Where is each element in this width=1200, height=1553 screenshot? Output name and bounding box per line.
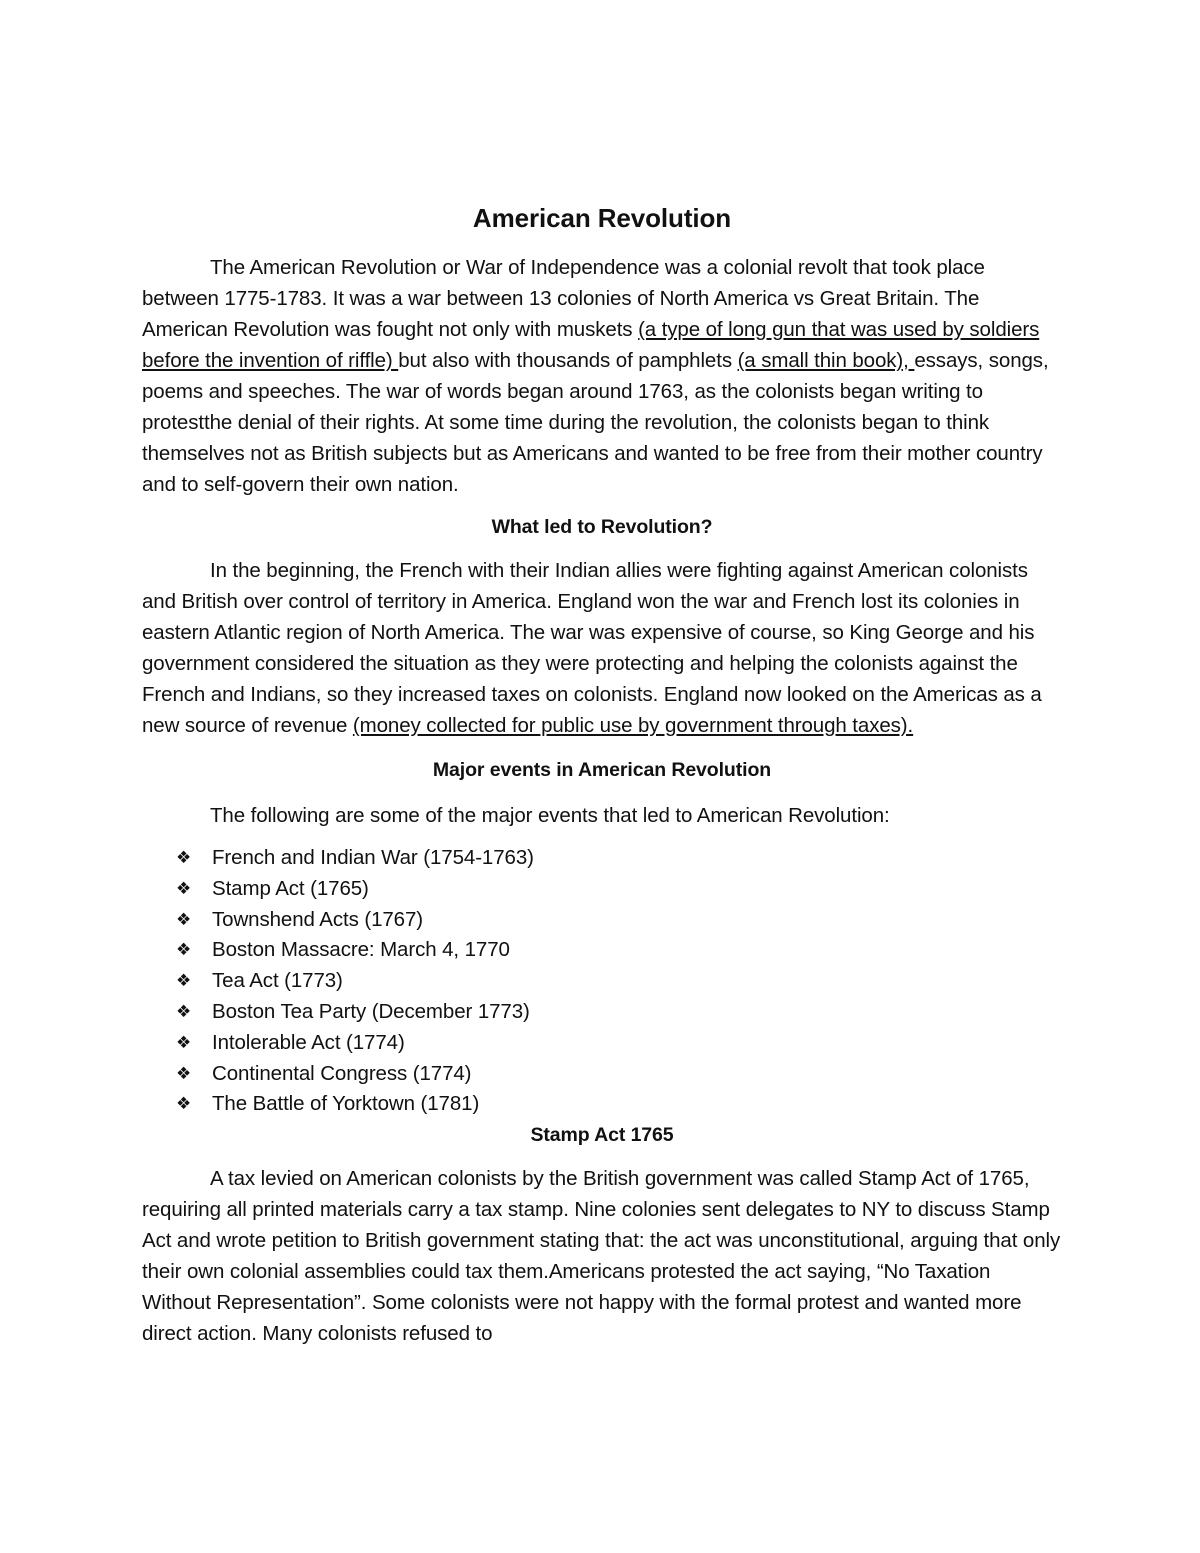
diamond-bullet-icon: ❖ xyxy=(176,909,192,929)
revenue-definition: (money collected for public use by government through taxes). xyxy=(352,714,914,737)
diamond-bullet-icon: ❖ xyxy=(176,940,192,960)
diamond-bullet-icon: ❖ xyxy=(176,878,192,898)
major-events-list xyxy=(142,843,1062,1120)
heading-what-led: What led to Revolution? xyxy=(491,516,713,538)
heading-major-events: Major events in American Revolution xyxy=(432,759,772,781)
what-led-paragraph xyxy=(142,555,1062,741)
diamond-bullet-icon: ❖ xyxy=(176,848,192,867)
list-item: ❖ Intolerable Act (1774) xyxy=(176,1028,1062,1059)
diamond-bullet-icon: ❖ xyxy=(176,1094,192,1114)
diamond-bullet-icon: ❖ xyxy=(176,971,192,991)
diamond-bullet-icon: ❖ xyxy=(176,1063,192,1083)
list-item: ❖ Townshend Acts (1767) xyxy=(176,905,1062,936)
what-led-text: In the beginning, the French with their Indian allies were fighting against American colonists and British over control of territory in America. England won the war and French lost its colonies in eastern Atlantic region of North America. The war was expensive of course, so King George and his government considered the situation as they were protecting and helping the colonists against the French and Indians, so they increased taxes on colonists. England now looked on the Americas as a new source of revenue xyxy=(142,559,1042,737)
intro-paragraph xyxy=(142,252,1062,500)
pamphlet-definition: (a small thin book), xyxy=(737,349,915,372)
list-item: ❖ Tea Act (1773) xyxy=(176,966,1062,997)
intro-text-3: essays, songs, poems and speeches. The war of words began around 1763, as the colonists began writing to protestthe denial of their rights. At some time during the revolution, the colonists began to think themselves not as British subjects but as Americans and wanted to be free from their mother country and to self-govern their own nation. xyxy=(142,349,1049,496)
intro-text-2: but also with thousands of pamphlets xyxy=(398,349,738,372)
list-item: ❖ Stamp Act (1765) xyxy=(176,874,1062,905)
document-title: American Revolution xyxy=(472,203,732,233)
list-item: ❖ French and Indian War (1754-1763) xyxy=(176,843,1062,874)
diamond-bullet-icon: ❖ xyxy=(176,1001,192,1021)
list-item: ❖ The Battle of Yorktown (1781) xyxy=(176,1089,1062,1120)
list-item: ❖ Boston Massacre: March 4, 1770 xyxy=(176,935,1062,966)
heading-stamp-act: Stamp Act 1765 xyxy=(530,1124,674,1147)
intro-text-1: The American Revolution or War of Independence was a colonial revolt that took place between 1775-1783. It was a war between 13 colonies of North America vs Great Britain. The American Revolution was fought not only with muskets xyxy=(142,256,985,341)
list-item: ❖ Boston Tea Party (December 1773) xyxy=(176,997,1062,1028)
list-item: ❖ Continental Congress (1774) xyxy=(176,1059,1062,1090)
diamond-bullet-icon: ❖ xyxy=(176,1032,192,1052)
stamp-act-paragraph: A tax levied on American colonists by the British government was called Stamp Act of 1765, requiring all printed materials carry a tax stamp. Nine colonies sent delegates to NY to discuss Stamp Act and wrote petition to British government stating that: the act was unconstitutional, arguing that only their own colonial assemblies could tax them.Americans protested the act saying, “No Taxation Without Representation”. Some colonists were not happy with the formal protest and wanted more direct action. Many colonists refused to xyxy=(142,1167,1061,1346)
major-events-intro: The following are some of the major events that led to American Revolution: xyxy=(210,804,890,827)
document-body xyxy=(142,196,1062,1349)
musket-definition: (a type of long gun that was used by soldiers before the invention of riffle) xyxy=(142,318,1040,372)
